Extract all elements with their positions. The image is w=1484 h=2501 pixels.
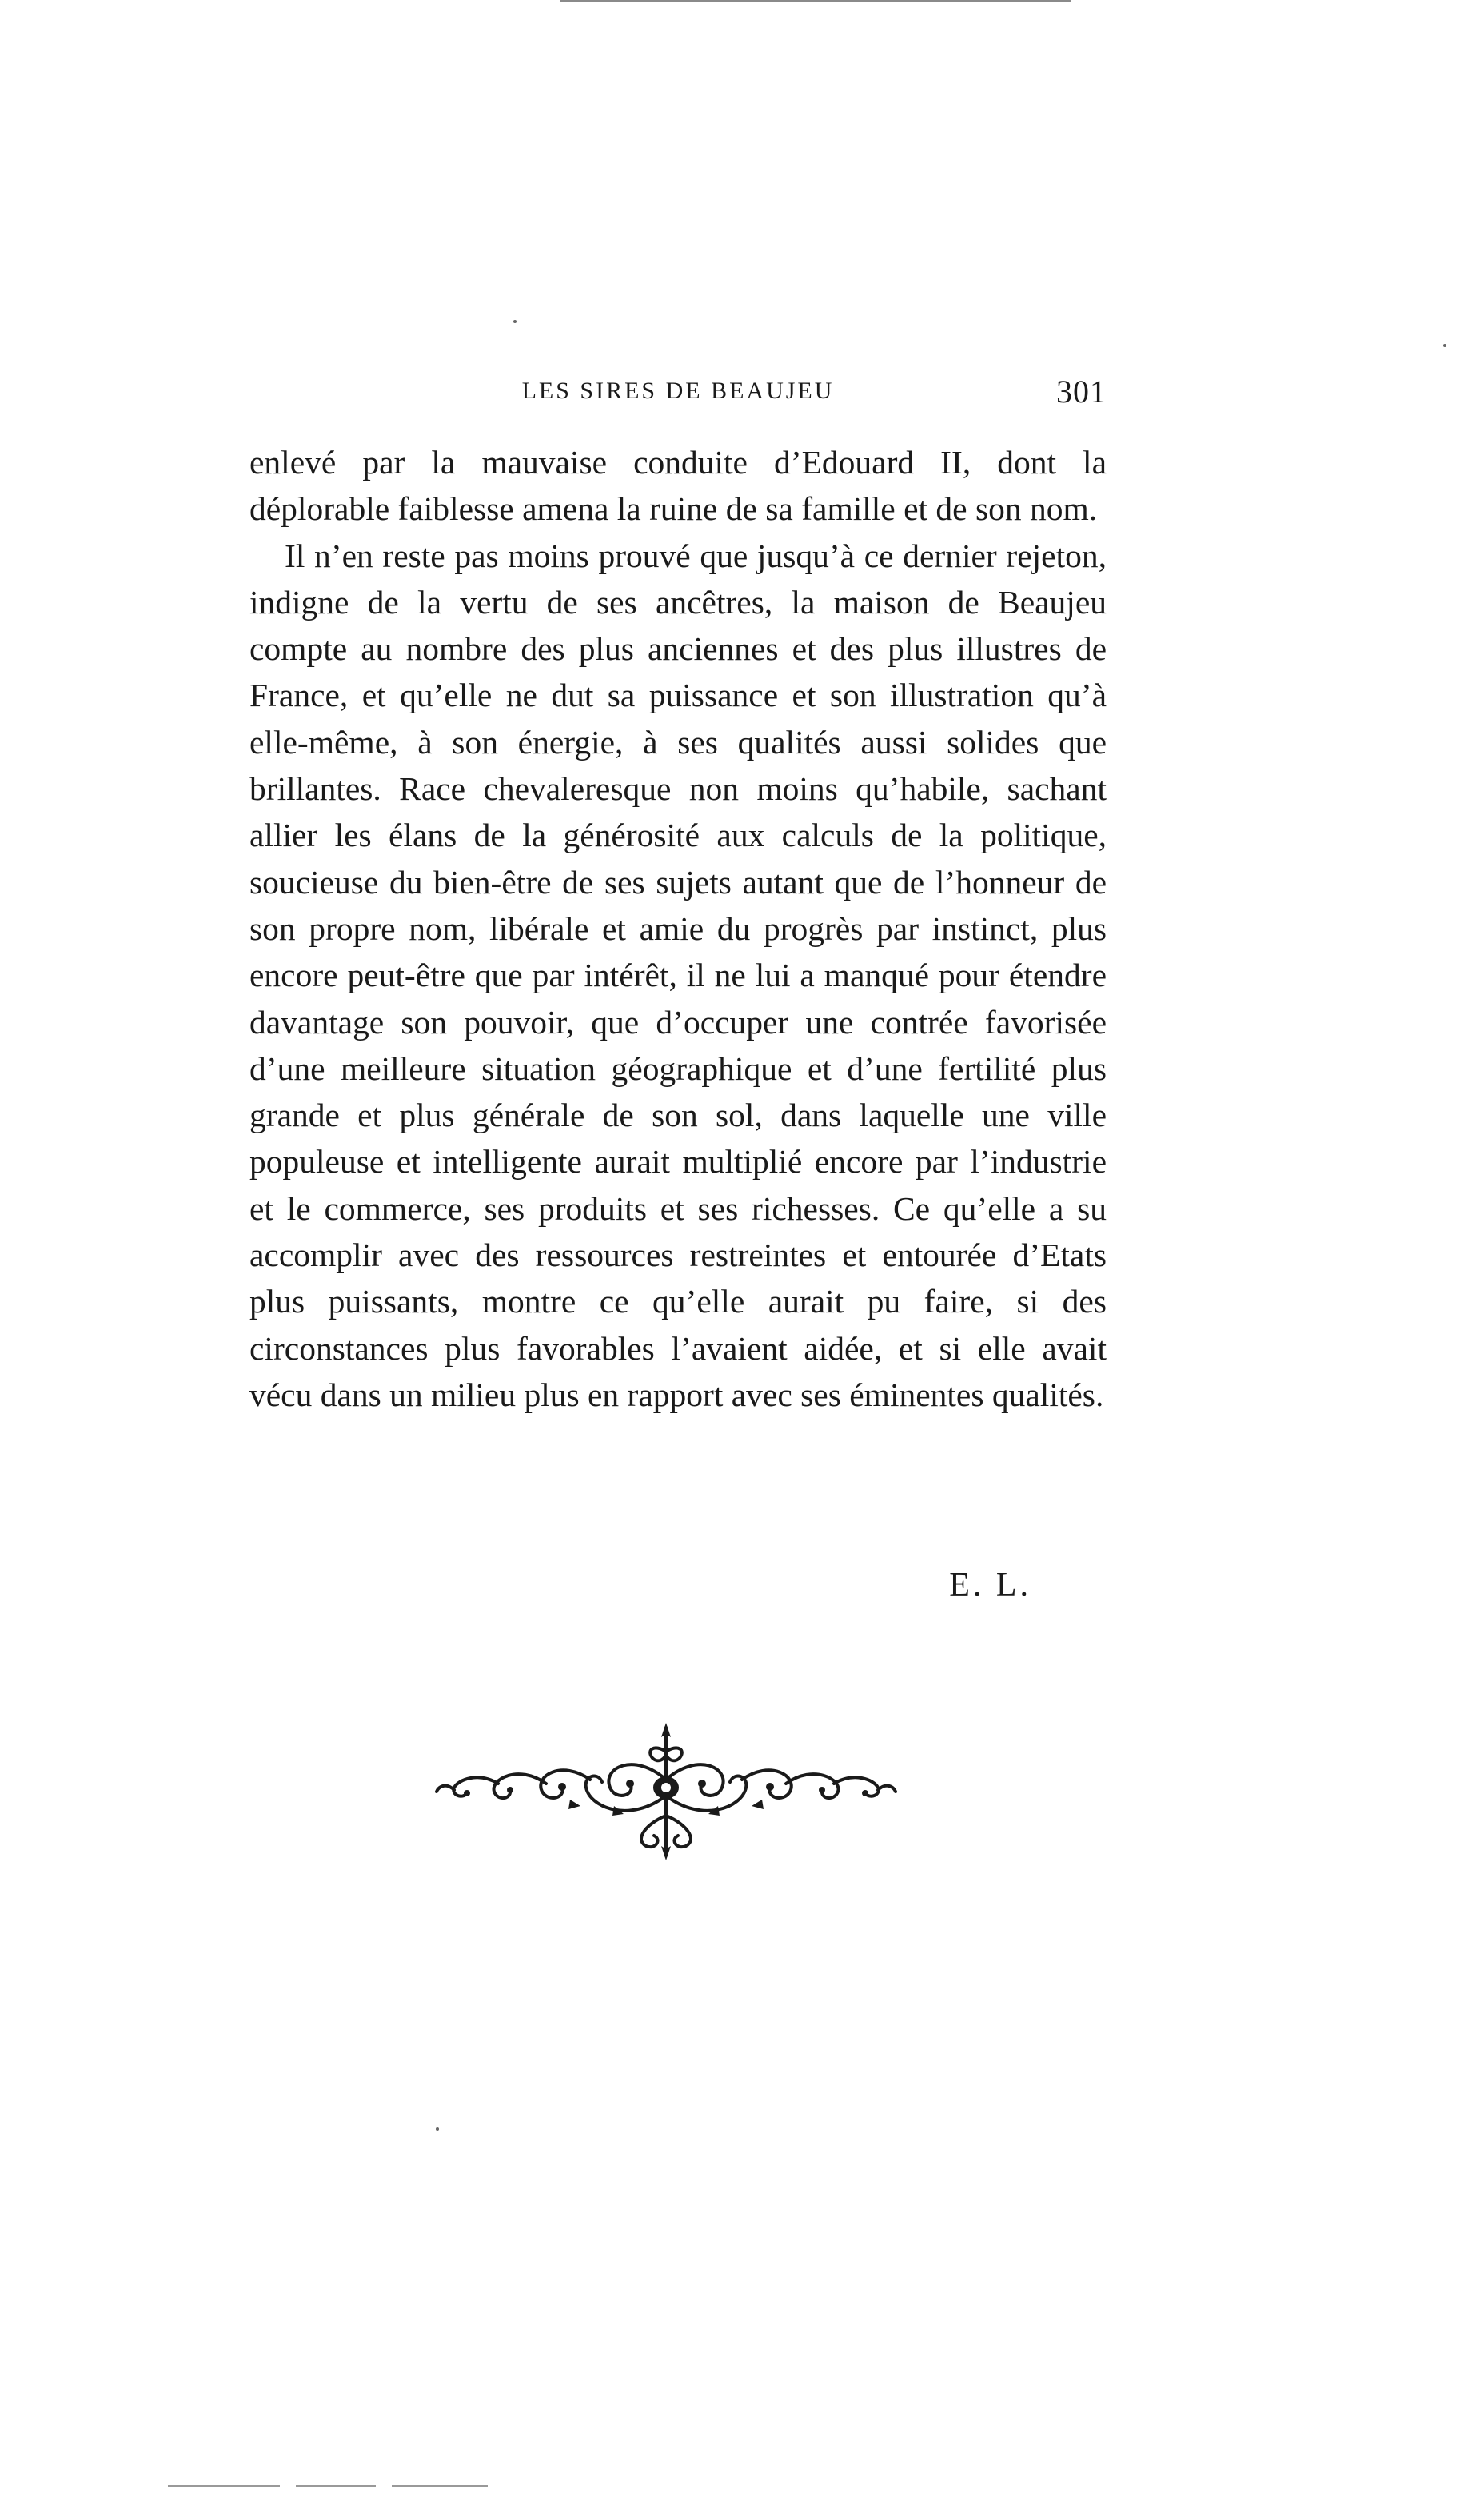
paragraph-2: Il n’en reste pas moins prouvé que jusqu’à ce dernier rejeton, indigne de la vertu de ses ancêtres, la maison de Beaujeu compte au nombre des plus anciennes et des plus illustres de France, et qu’elle ne dut sa puissance et son illustration qu’à elle-même, à son énergie, à ses qualités aussi solides que brillantes. Race chevaleresque non moins qu’habile, sachant allier les élans de la générosité aux calculs de la politique, soucieuse du bien-être de ses sujets autant que de l’honneur de son propre nom, libérale et amie du progrès par instinct, plus encore peut-être que par intérêt, il ne lui a manqué pour étendre davantage son pouvoir, que d’occuper une contrée favorisée d’une meilleure situation géographique et d’une fertilité plus grande et plus générale de son sol, dans laquelle une ville populeuse et intelligente aurait multiplié encore par l’industrie et le commerce, ses produits et ses richesses. Ce qu’elle a su accomplir avec des ressources restreintes et entourée d’Etats plus puissants, montre ce qu’elle aurait pu faire, si des circonstances plus favorables l’avaient aidée, et si elle avait vécu dans un milieu plus en rapport avec ses éminentes qualités. bbox=[249, 537, 1107, 1413]
page-header bbox=[249, 373, 1107, 421]
top-edge-rule bbox=[560, 0, 1071, 2]
body-text bbox=[249, 439, 1107, 1418]
running-title: LES SIRES DE BEAUJEU bbox=[521, 378, 835, 404]
paper-speck bbox=[513, 320, 517, 323]
page-number: 301 bbox=[1056, 374, 1107, 410]
floral-ornament-icon bbox=[430, 1720, 902, 1864]
paragraph-1: enlevé par la mauvaise conduite d’Edouard II, dont la déplorable faiblesse amena la ruine de sa famille et de son nom. bbox=[249, 444, 1107, 528]
bottom-edge-rule bbox=[168, 2485, 488, 2487]
paper-speck bbox=[436, 2127, 439, 2131]
paper-speck bbox=[1443, 344, 1446, 347]
signature-initials: E. L. bbox=[949, 1567, 1031, 1604]
